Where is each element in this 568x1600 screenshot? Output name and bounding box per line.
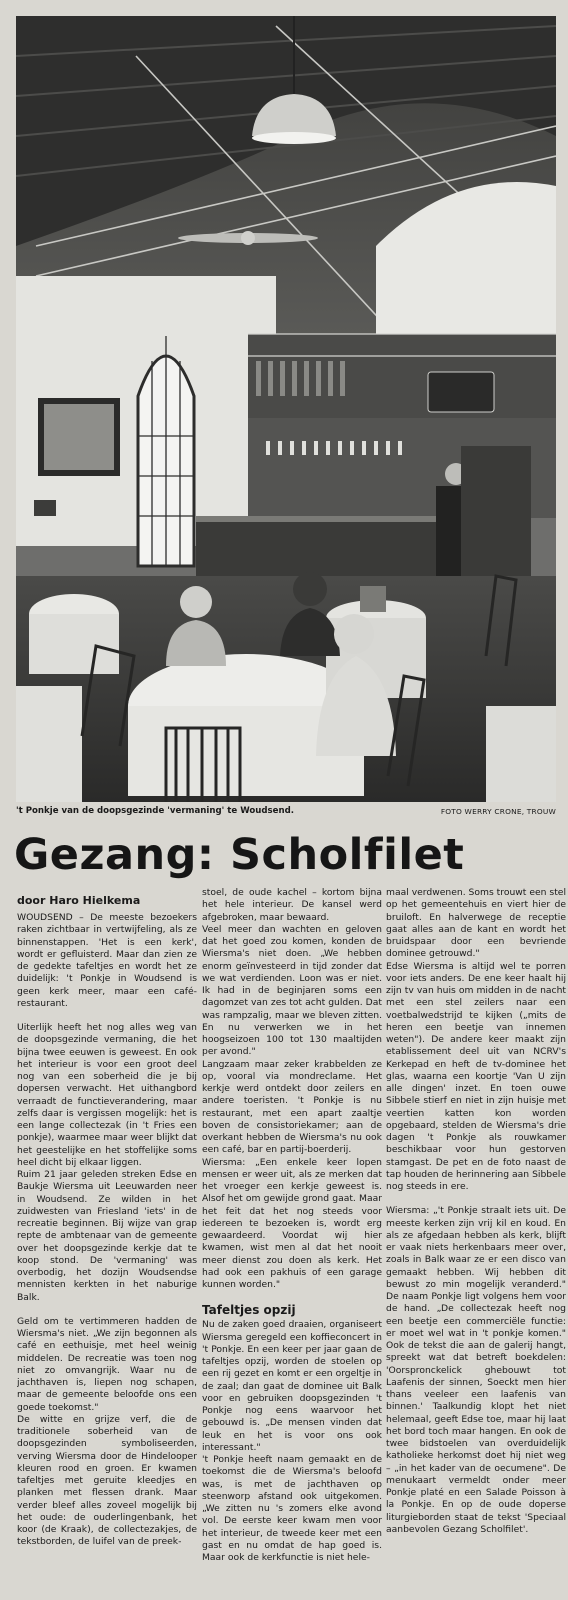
paragraph: Langzaam maar zeker krabbelden ze op, vooral via mondreclame. Het kerkje werd ontdekt door zeilers en andere toeristen. 't Ponkje is nu restaurant, met een apart zaaltje boven de consistoriekamer; aan de overkant hebben de Wiersma's nu ook een café, bar en partij-boerderij.: [202, 1058, 382, 1156]
paragraph: Ruim 21 jaar geleden streken Edse en Baukje Wiersma uit Leeuwarden neer in Woudsend. Ze wilden in het zuidwesten van Friesland 'iets' in de recreatie beginnen. Bij wijze van grap repte de ambtenaar van de gemeente over het doopsgezinde kerkje dat te koop stond. De 'vermaning' was overbodig, het dozijn Woudsendse mennisten kerkten in het naburige Balk.: [17, 1169, 197, 1303]
paragraph: Wiersma: „'t Ponkje straalt iets uit. De meeste kerken zijn vrij kil en koud. En als ze afgedaan hebben als kerk, blijft er vaak niets herkenbaars meer over, zoals in Balk waar ze er een disco van gemaakt hebben. Wij hebben dit bewust zo min mogelijk veranderd." De naam Ponkje ligt volgens hem voor de hand. „De collectezak heeft nog een beetje een commerciële functie: er moet wel wat in 't ponkje komen." Ook de tekst die aan de galerij hangt, spreekt wat dat betreft boekdelen: 'Oorspronckelick ghebouwt tot Laafenis der sinnen, Soeckt men hier thans veeleer een laafenis van binnen.' Taalkundig klopt het niet helemaal, geeft Edse toe, maar hij laat het bord toch maar hangen. En ook de twee bidstoelen van overduidelijk katholieke herkomst doet hij niet weg – „in het kader van de oecumene". De menukaart vermeldt onder meer Ponkje platé en een Salade Poisson à la Ponkje. En op de oude doperse liturgieborden staat de tekst 'Speciaal aanbevolen Gezang Scholfilet'.: [386, 1205, 566, 1535]
article-column-2: [202, 887, 382, 1598]
photo-credit: FOTO WERRY CRONE, TROUW: [440, 807, 556, 816]
photo-caption: 't Ponkje van de doopsgezinde 'vermaning' te Woudsend.: [16, 806, 295, 816]
paragraph: WOUDSEND – De meeste bezoekers raken zichtbaar in vertwijfeling, als ze binnenstappen. 'Het is een kerk', wordt er gefluisterd. Maar dan zien ze de gedekte tafeltjes en wordt het ze duidelijk: 't Ponkje in Woudsend is geen kerk meer, maar een café-restaurant.: [17, 912, 197, 1009]
article-column-1: [17, 912, 197, 1600]
paragraph: Uiterlijk heeft het nog alles weg van de doopsgezinde vermaning, die het bijna twee eeuwen is geweest. En ook het interieur is voor een groot deel nog van een soberheid die je bij dopersen verwacht. Het uithangbord verraadt de functieverandering, maar zelfs daar is vergissen mogelijk: het is een lange collectezak (in 't Fries een ponkje), waarmee maar weer blijkt dat het geestelijke en het stoffelijke soms heel dicht bij elkaar liggen.: [17, 1022, 197, 1168]
restaurant-interior-photo: [16, 16, 556, 802]
paragraph: Wiersma: „Een enkele keer lopen mensen er weer uit, als ze merken dat het vroeger een kerkje geweest is. Alsof het om gewijde grond gaat. Maar het feit dat het nog steeds voor iedereen te bezoeken is, wordt erg gewaardeerd. Voordat wij hier kwamen, wist men al dat het nooit meer dienst zou doen als kerk. Het had ook een pakhuis of een garage kunnen worden.": [202, 1156, 382, 1290]
subheading: Tafeltjes opzij: [202, 1303, 296, 1318]
article-column-3: [386, 887, 566, 1598]
paragraph: De witte en grijze verf, die de traditionele soberheid van de doopsgezinden symboliseerden, verving Wiersma door de Hindelooper kleuren rood en groen. Er kwamen tafeltjes met geruite kleedjes en planken met flessen drank. Maar verder bleef alles zoveel mogelijk bij het oude: de ouderlingenbank, het koor (de Kraak), de collectezakjes, de tekstborden, de luifel van de preek-: [17, 1413, 197, 1548]
paragraph: Edse Wiersma is altijd wel te porren voor iets anders. De ene keer haalt hij zijn tv van huis om midden in de nacht met een stel zeilers naar een voetbalwedstrijd te kijken („mits de heren een beetje van innemen weten"). De andere keer maakt zijn etablissement deel uit van NCRV's Kerkepad en heft de tv-dominee het glas, waarna een koortje 'Van U zijn alle dingen' inzet. En toen ouwe Sibbele stierf en niet in zijn huisje met veertien katten kon worden opgebaard, stelden de Wiersma's drie dagen 't Ponkje als rouwkamer beschikbaar voor hun gestorven stamgast. De pet en de foto naast de tap houden de herinnering aan Sibbele nog steeds in ere.: [386, 960, 566, 1192]
paragraph: Nu de zaken goed draaien, organiseert Wiersma geregeld een koffieconcert in 't Ponkje. En een keer per jaar gaan de tafeltjes opzij, worden de stoelen op een rij gezet en komt er een orgeltje in de zaal; dan gaat de dominee uit Balk voor en gebruiken doopsgezinden 't Ponkje nog eens waarvoor het gebouwd is. „De mensen vinden dat leuk en het is voor ons ook interessant.": [202, 1319, 382, 1453]
byline: door Haro Hielkema: [17, 894, 141, 907]
paragraph: Veel meer dan wachten en geloven dat het goed zou komen, konden de Wiersma's niet doen. „We hebben enorm geïnvesteerd in tijd zonder dat we wat verdienden. Loon was er niet. Ik had in de beginjaren soms een dagomzet van zes tot acht gulden. Dat was rampzalig, maar we bleven zitten. En nu verwerken we in het hoogseizoen 100 tot 130 maaltijden per avond.": [202, 923, 382, 1058]
photo-caption-row: [16, 806, 556, 820]
paragraph: Geld om te vertimmeren hadden de Wiersma's niet. „We zijn begonnen als café en eethuisje, met heel weinig middelen. De recreatie was toen nog niet zo omvangrijk. Waar nu de jachthaven is, liepen nog schapen, maar de gemeente beloofde ons een goede toekomst.": [17, 1315, 197, 1413]
paragraph: maal verdwenen. Soms trouwt een stel op het gemeentehuis en viert hier de bruiloft. En halverwege de receptie gaat alles aan de kant en wordt het bruidspaar door een bevriende dominee getrouwd.": [386, 887, 566, 960]
paragraph: 't Ponkje heeft naam gemaakt en de toekomst die de Wiersma's beloofd was, is met de jachthaven op steenworp afstand ook uitgekomen. „We zitten nu 's zomers elke avond vol. De eerste keer kwam men voor het interieur, de tweede keer met een gast en nu omdat de hap goed is. Maar ook de kerkfunctie is niet hele-: [202, 1454, 382, 1563]
article-photo: [16, 16, 556, 802]
headline: Gezang: Scholfilet: [14, 830, 465, 880]
paragraph: stoel, de oude kachel – kortom bijna het hele interieur. De kansel werd afgebroken, maar bewaard.: [202, 887, 382, 923]
